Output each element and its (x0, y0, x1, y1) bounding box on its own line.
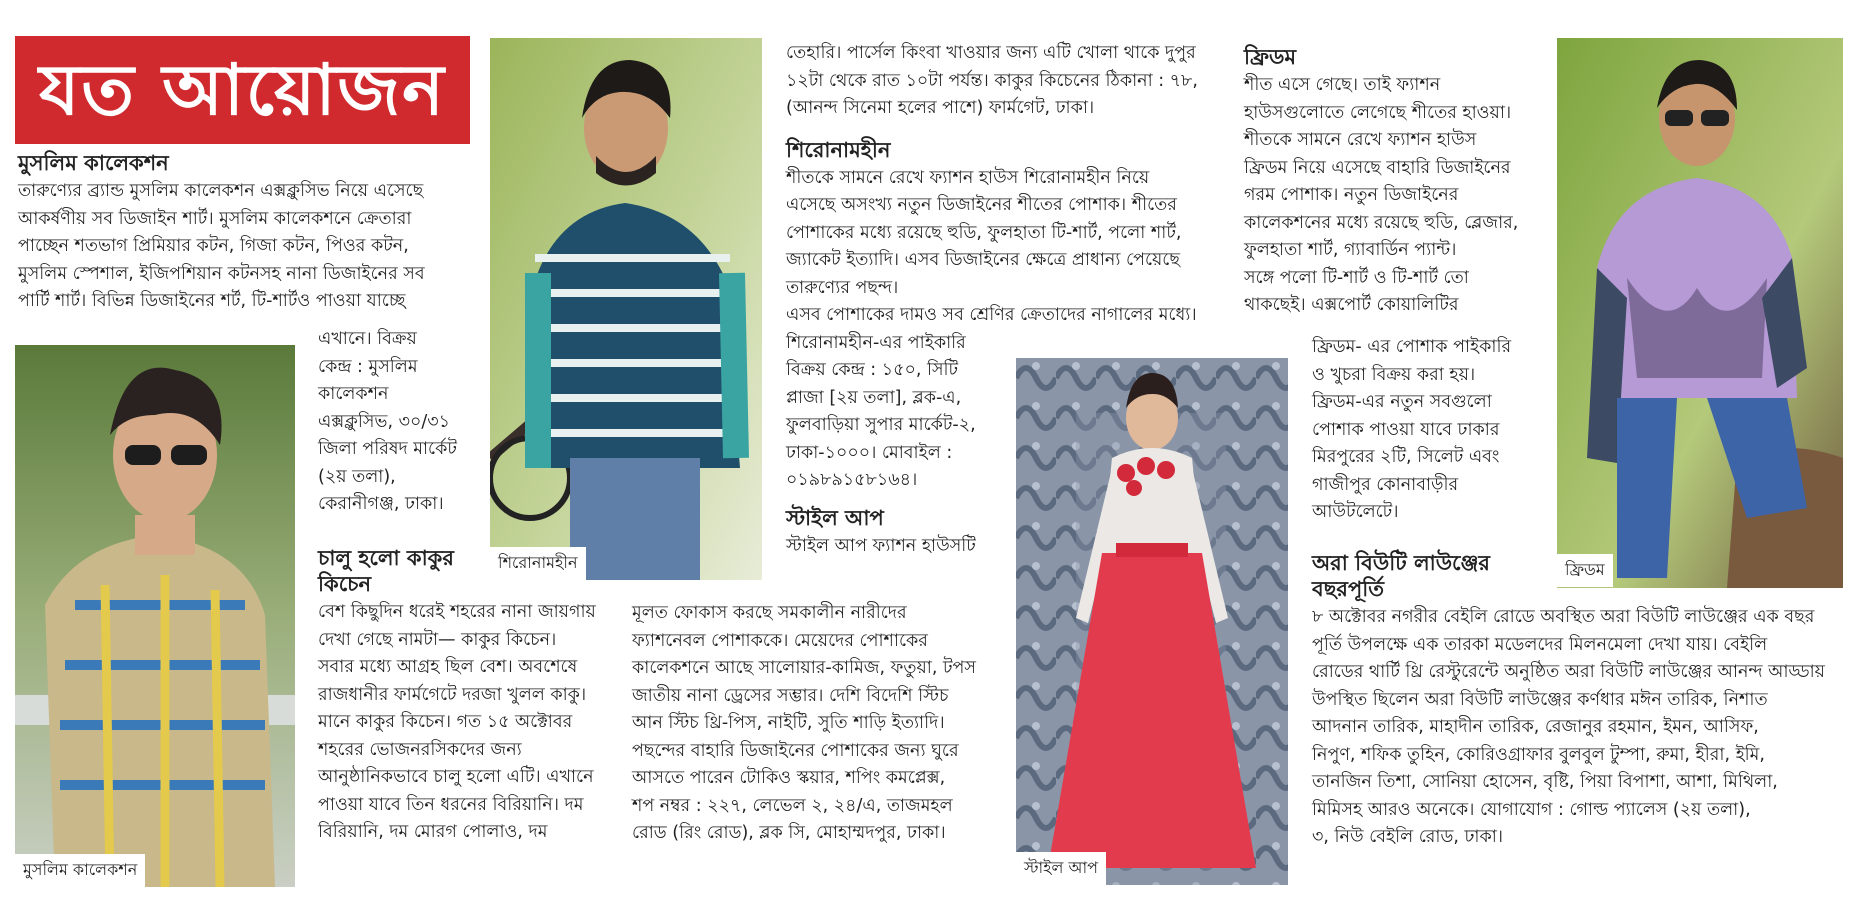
shironamhin-address: শিরোনামহীন-এর পাইকারি বিক্রয় কেন্দ্র : ১৫০, সিটি প্লাজা [২য় তলা], ব্লক-এ, ফুলবাড়িয়া সুপার মার্কেট-২, ঢাকা-১০০০। মোবাইল : ০১৯৮৯১৫৮১৬৪। (786, 332, 976, 490)
section-banner (15, 36, 470, 144)
shironamhin-caption: শিরোনামহীন (490, 547, 586, 580)
styleup-article (632, 600, 1012, 848)
shironamhin-body: শীতকে সামনে রেখে ফ্যাশন হাউস শিরোনামহীন নিয়ে এসেছে অসংখ্য নতুন ডিজাইনের শীতের পোশাক। শীতের পোশাকের মধ্যে রয়েছে হুডি, ফুলহাতা টি-শার্ট, পলো শার্ট, জ্যাকেট ইত্যাদি। এসব ডিজাইনের ক্ষেত্রে প্রাধান্য পেয়েছে তারুণ্যের পছন্দ। এসব পোশাকের দামও সব শ্রেণির ক্রেতাদের নাগালের মধ্যে। (786, 167, 1197, 325)
kakur-body: বেশ কিছুদিন ধরেই শহরের নানা জায়গায় দেখা গেছে নামটা— কাকুর কিচেন। সবার মধ্যে আগ্রহ ছিল বেশ। অবশেষে রাজধানীর ফার্মগেটে দরজা খুলল কাকু। মানে কাকুর কিচেন। গত ১৫ অক্টোবর শহরের ভোজনরসিকদের জন্য আনুষ্ঠানিকভাবে চালু হলো এটি। এখানে পাওয়া যাবে তিন ধরনের বিরিয়ানি। দম বিরিয়ানি, দম মোরগ পোলাও, দম (318, 602, 596, 842)
styleup-caption: স্টাইল আপ (1016, 852, 1106, 885)
styleup-heading: স্টাইল আপ (786, 505, 884, 530)
muslim-intro: তারুণ্যের ব্র্যান্ড মুসলিম কালেকশন এক্সক্লুসিভ নিয়ে এসেছে আকর্ষণীয় সব ডিজাইন শার্ট। মুসলিম কালেকশনে ক্রেতারা পাচ্ছেন শতভাগ প্রিমিয়ার কটন, গিজা কটন, পিওর কটন, মুসলিম স্পেশাল, ইজিপশিয়ান কটনসহ নানা ডিজাইনের সব পার্টি শার্ট। বিভিন্ন ডিজাইনের শর্ট, টি-শার্টও পাওয়া যাচ্ছে (18, 181, 425, 311)
ora-article (1312, 550, 1852, 852)
ora-body: ৮ অক্টোবর নগরীর বেইলি রোডে অবস্থিত অরা বিউটি লাউঞ্জের এক বছর পূর্তি উপলক্ষে এক তারকা মডেলদের মিলনমেলা দেখা যায়। বেইলি রোডের থার্টি থ্রি রেস্টুরেন্টে অনুষ্ঠিত অরা বিউটি লাউঞ্জের আনন্দ আড্ডায় উপস্থিত ছিলেন অরা বিউটি লাউঞ্জের কর্ণধার মঈন তারিক, নিশাত আদনান তারিক, মাহাদীন তারিক, রেজানুর রহমান, ইমন, আসিফ, নিপুণ, শফিক তুহিন, কোরিওগ্রাফার বুলবুল টুম্পা, রুমা, হীরা, ইমি, তানজিন তিশা, সোনিয়া হোসেন, বৃষ্টি, পিয়া বিপাশা, আশা, মিথিলা, মিমিসহ আরও অনেকে। যোগাযোগ : গোল্ড প্যালেস (২য় তলা), ৩, নিউ বেইলি রোড, ঢাকা। (1312, 607, 1825, 847)
kakur-heading: চালু হলো কাকুর কিচেন (318, 546, 454, 596)
freedom-article (1244, 44, 1554, 320)
freedom-caption: ফ্রিডম (1557, 554, 1613, 587)
styleup-body: মূলত ফোকাস করছে সমকালীন নারীদের ফ্যাশনেবল পোশাককে। মেয়েদের পোশাকের কালেকশনে আছে সালোয়ার-কামিজ, ফতুয়া, টপস জাতীয় নানা ড্রেসের সম্ভার। দেশি বিদেশি স্টিচ আন স্টিচ থ্রি-পিস, নাইটি, সুতি শাড়ি ইত্যাদি। পছন্দের বাহারি ডিজাইনের পোশাকের জন্য ঘুরে আসতে পারেন টোকিও স্কয়ার, শপিং কমপ্লেক্স, শপ নম্বর : ২২৭, লেভেল ২, ২৪/এ, তাজমহল রোড (রিং রোড), ব্লক সি, মোহাম্মদপুর, ঢাকা। (632, 603, 976, 843)
kakur-article (318, 545, 618, 847)
freedom-more (1312, 334, 1562, 527)
freedom-photo (1557, 38, 1843, 588)
muslim-address (318, 326, 478, 519)
muslim-photo (15, 345, 295, 887)
muslim-caption: মুসলিম কালেকশন (15, 854, 145, 887)
shironamhin-photo (490, 38, 762, 580)
styleup-lead: স্টাইল আপ ফ্যাশন হাউসটি (786, 535, 976, 556)
kakur-continued: তেহারি। পার্সেল কিংবা খাওয়ার জন্য এটি খোলা থাকে দুপুর ১২টা থেকে রাত ১০টা পর্যন্ত। কাকুর কিচেনের ঠিকানা : ৭৮, (আনন্দ সিনেমা হলের পাশে) ফার্মগেট, ঢাকা। (786, 43, 1198, 118)
muslim-heading: মুসলিম কালেকশন (18, 151, 169, 175)
styleup-photo (1016, 358, 1288, 885)
banner-title: যত আয়োজন (39, 49, 446, 131)
freedom-more-text: ফ্রিডম- এর পোশাক পাইকারি ও খুচরা বিক্রয় করা হয়। ফ্রিডম-এর নতুন সবগুলো পোশাক পাওয়া যাবে ঢাকার মিরপুরের ২টি, সিলেট এবং গাজীপুর কোনাবাড়ীর আউটলেটে। (1312, 337, 1512, 522)
shironamhin-heading: শিরোনামহীন (786, 137, 891, 162)
ora-heading: অরা বিউটি লাউঞ্জের বছরপূর্তি (1312, 551, 1490, 601)
muslim-article (18, 150, 468, 316)
freedom-heading: ফ্রিডম (1244, 45, 1297, 69)
muslim-address-text: এখানে। বিক্রয় কেন্দ্র : মুসলিম কালেকশন এক্সক্লুসিভ, ৩০/৩১ জিলা পরিষদ মার্কেট (২য় তলা), কেরানীগঞ্জ, ঢাকা। (318, 329, 457, 514)
freedom-body: শীত এসে গেছে। তাই ফ্যাশন হাউসগুলোতে লেগেছে শীতের হাওয়া। শীতকে সামনে রেখে ফ্যাশন হাউস ফ্রিডম নিয়ে এসেছে বাহারি ডিজাইনের গরম পোশাক। নতুন ডিজাইনের কালেকশনের মধ্যে রয়েছে হুডি, ব্লেজার, ফুলহাতা শার্ট, গ্যাবার্ডিন প্যান্ট। সঙ্গে পলো টি-শার্ট ও টি-শার্ট তো থাকছেই। এক্সপোর্ট কোয়ালিটির (1244, 75, 1519, 315)
